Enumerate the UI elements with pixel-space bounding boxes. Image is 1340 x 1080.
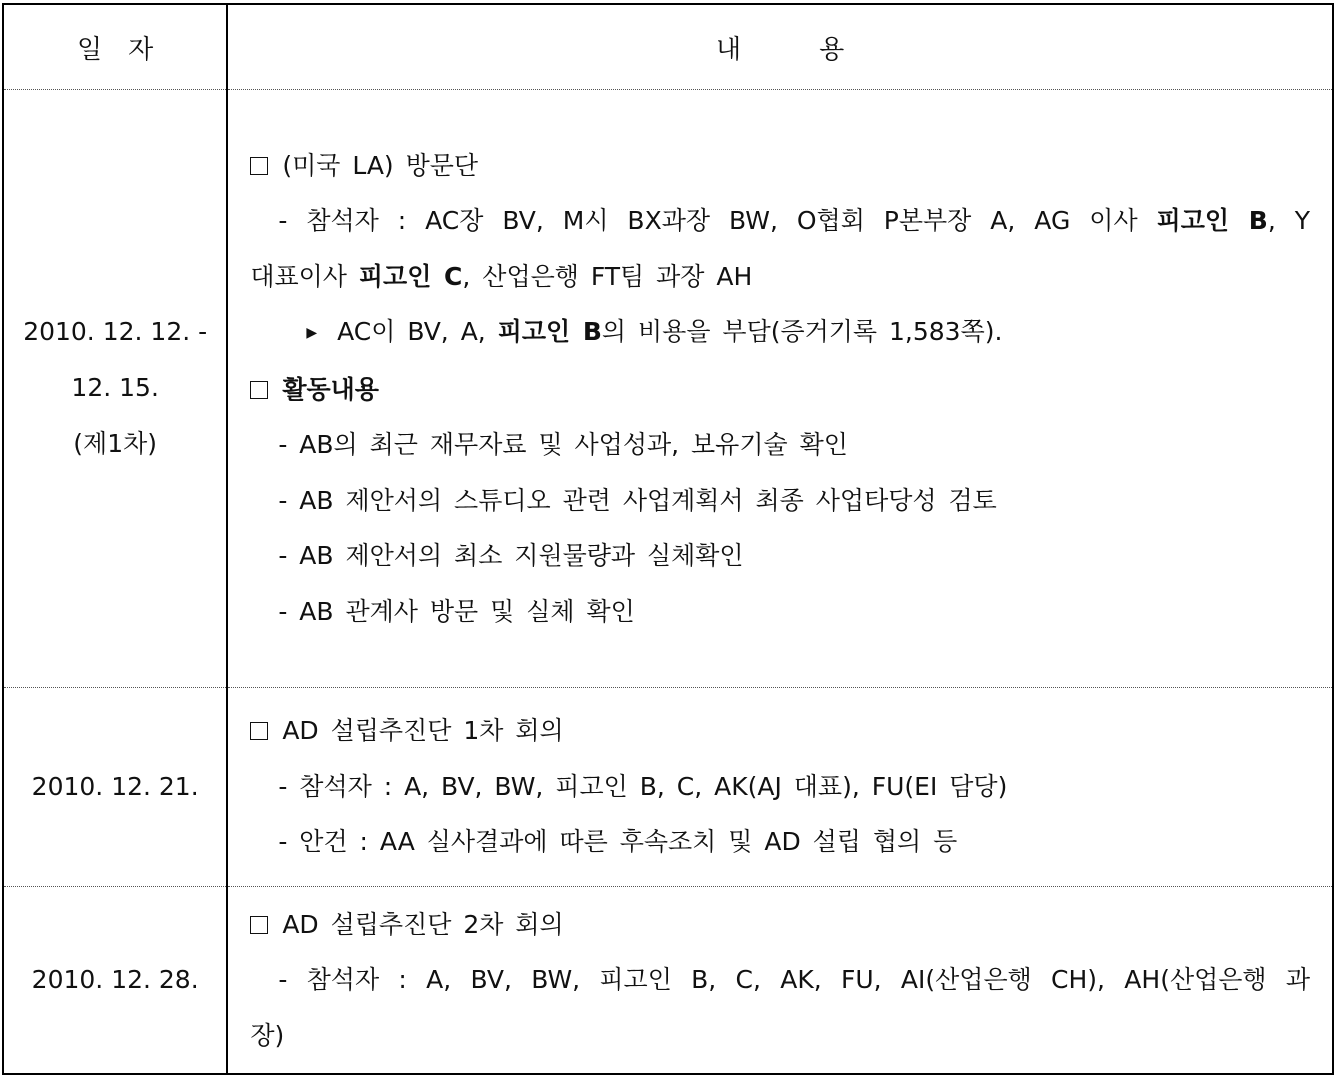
detail-line-cont: 장) [250, 1020, 285, 1050]
section-title-text: AD 설립추진단 1차 회의 [282, 716, 564, 746]
section-title-text: AD 설립추진단 2차 회의 [282, 909, 564, 939]
detail-line: - 참석자 : A, BV, BW, 피고인 B, C, AK(AJ 대표), FU(EI 담당) [278, 771, 1008, 801]
attendees-bold: 피고인 B [1156, 206, 1268, 236]
header-content: 내 용 [227, 4, 1333, 90]
activity-item: - AB 제안서의 스튜디오 관련 사업계획서 최종 사업타당성 검토 [278, 485, 997, 515]
attendees-text: - 참석자 : AC장 BV, M시 BX과장 BW, O협회 P본부장 A, AG 이사 [278, 206, 1157, 236]
section-title-text: (미국 LA) 방문단 [282, 150, 479, 180]
activity-item: - AB 제안서의 최소 지원물량과 실체확인 [278, 541, 744, 571]
content-cell [227, 687, 1333, 886]
attendees-line [250, 193, 1310, 249]
section-title [250, 703, 1310, 759]
activity-item: - AB의 최근 재무자료 및 사업성과, 보유기술 확인 [278, 430, 848, 460]
section-title [250, 362, 1310, 418]
date-cell: 2010. 12. 21. [3, 687, 227, 886]
attendees-text: 대표이사 [250, 261, 359, 291]
cost-bold: 피고인 B [497, 317, 602, 347]
detail-line: - 안건 : AA 실사결과에 따른 후속조치 및 AD 설립 협의 등 [278, 827, 958, 857]
checkbox-square-icon [250, 157, 268, 175]
section-title [250, 138, 1310, 194]
table-row [3, 886, 1333, 1074]
cost-text: 의 비용을 부담(증거기록 1,583쪽). [601, 317, 1003, 347]
date-line: (제1차) [73, 429, 158, 459]
checkbox-square-icon [250, 916, 268, 934]
table-header-row [3, 4, 1333, 90]
date-line: 2010. 12. 12. - [23, 317, 208, 347]
content-cell [227, 90, 1333, 688]
table-row [3, 687, 1333, 886]
triangle-bullet-icon: ▶ [306, 325, 318, 342]
attendees-text: , 산업은행 FT팀 과장 AH [462, 261, 753, 291]
date-line: 12. 15. [71, 373, 159, 403]
activity-item: - AB 관계사 방문 및 실체 확인 [278, 596, 635, 626]
date-cell: 2010. 12. 28. [3, 886, 227, 1074]
date-cell [3, 90, 227, 688]
table-row [3, 90, 1333, 688]
attendees-text: , Y [1267, 206, 1310, 236]
checkbox-square-icon [250, 381, 268, 399]
section-title [250, 897, 1310, 953]
header-date: 일 자 [3, 4, 227, 90]
attendees-line-cont [250, 249, 1310, 305]
content-cell [227, 886, 1333, 1074]
schedule-table [2, 3, 1334, 1075]
attendees-bold: 피고인 C [358, 261, 463, 291]
detail-line: - 참석자 : A, BV, BW, 피고인 B, C, AK, FU, AI(산업은행 CH), AH(산업은행 과 [278, 965, 1310, 995]
checkbox-square-icon [250, 722, 268, 740]
cost-text: AC이 BV, A, [337, 317, 498, 347]
section-title-text: 활동내용 [282, 374, 379, 404]
cost-line [250, 304, 1310, 362]
